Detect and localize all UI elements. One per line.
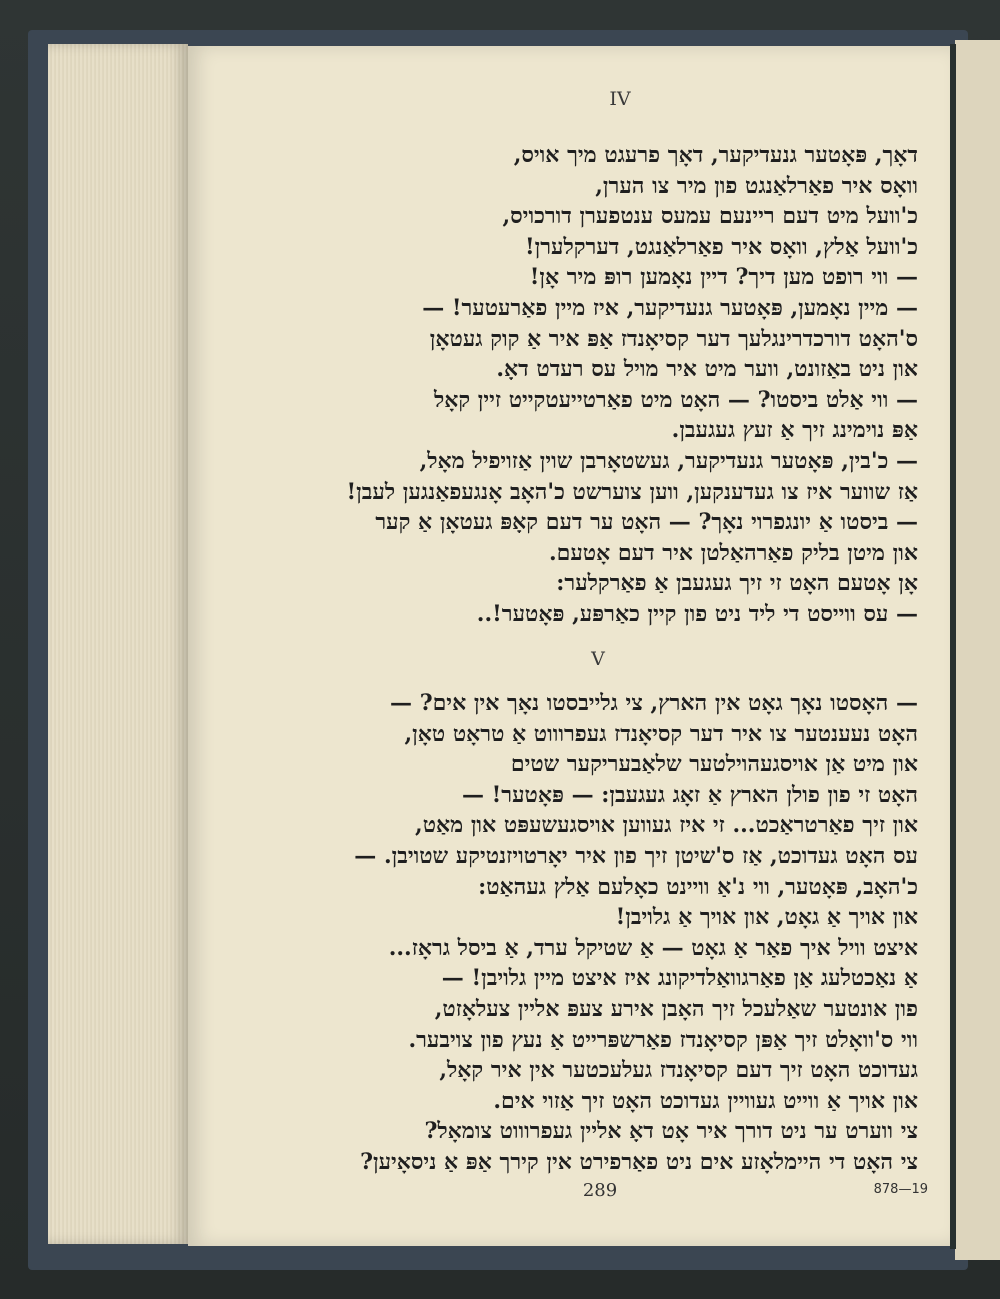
poem-line: כ'האָב, פּאָטער, ווי נ'אַ וויינט כאָלעם אַלץ געהאַט: (478, 873, 918, 900)
poem-line: געדוכט האָט זיך דעם קסיאָנדז געלעכטער אין איר קאָל, (439, 1057, 918, 1084)
poem-line: און זיך פאַרטראַכט... זי איז געווען אויסגעשעפּט און מאַט, (415, 812, 918, 839)
poem-line: וואָס איר פאַרלאַנגט פון מיר צו הערן, (595, 172, 918, 199)
poem-line: אַפּ נוימינג זיך אַ זעץ געגעבן. (671, 417, 918, 444)
poem-line: — ווי אַלט ביסטו? — האָט מיט פאַרטייעטקייט זיין קאָל (433, 386, 918, 413)
poem-line: עס האָט געדוכט, אַז ס'שיטן זיך פון איר יאָרטויזנטיקע שטויבן. — (354, 842, 918, 869)
poem-line: און אויך אַ גאָט, און אויך אַ גלויבן! (615, 904, 918, 931)
poem-line: — ביסטו אַ יונגפרוי נאָך? — האָט ער דעם קאָפּ געטאָן אַ קער (375, 509, 918, 536)
poem-line: און אויך אַ ווייט געוויין געדוכט האָט זיך אַזוי אים. (493, 1087, 918, 1114)
poem-line: — כ'בין, פּאָטער גנעדיקער, געשטאָרבן שוין אַזויפיל מאָל, (419, 447, 918, 474)
poem-section-v (228, 688, 918, 1178)
section-number-v: V (591, 648, 605, 670)
poem-line: כ'וועל מיט דעם ריינעם עמעס ענטפערן דורכויס, (502, 203, 918, 230)
poem-line: דאָך, פּאָטער גנעדיקער, דאָך פרעגט מיך אויס, (513, 142, 918, 168)
poem-line: צי ווערט ער ניט דורך איר אָט דאָ אליין געפרוווט צומאָל? (424, 1118, 918, 1145)
poem-line: — ווי רופט מען דיך? דיין נאָמען רופּ מיר אָן! (529, 264, 918, 291)
section-number-iv: IV (609, 88, 631, 110)
poem-line: האָט זי פון פולן הארץ אַ זאָג געגעבן: — פּאָטער! — (461, 781, 918, 808)
poem-line: און ניט באַזונט, ווער מיט איר מויל עס רעדט דאָ. (496, 356, 918, 383)
poem-line: — מיין נאָמען, פּאָטער גנעדיקער, איז מיין פאַרעטער! — (422, 294, 918, 321)
poem-line: אָן אָטעם האָט זי זיך געגעבן אַ פאַרקלער: (556, 570, 918, 597)
poem-line: צי האָט די היימלאָזע אים ניט פאַרפירט אין קירך אַפּ אַ ניסאָיען? (360, 1148, 918, 1175)
poem-line: אַז שווער איז צו געדענקען, ווען צוערשט כ'האָב אָנגעפאַנגען לעבן! (346, 478, 918, 505)
poem-line: איצט וויל איך פאַר אַ גאָט — אַ שטיקל ערד, אַ ביסל גראָז... (388, 934, 918, 961)
page-edges (48, 44, 188, 1244)
poem-line: — האָסטו נאָך גאָט אין הארץ, צי גלייבסטו נאָך אין אים? — (390, 690, 918, 716)
poem-line: ס'האָט דורכדרינגלעך דער קסיאָנדז אַפּ איר אַ קוק געטאָן (429, 325, 918, 352)
poem-line: פון אונטער שאַלעכל זיך האָבן אירע צעפּ אליין צעלאָזט, (434, 995, 918, 1022)
book-gutter (950, 44, 956, 1249)
poem-line: ווי ס'וואָלט זיך אַפּן קסיאָנדז פאַרשפּרייט אַ נעץ פון צויבער. (408, 1026, 918, 1053)
next-page-edge (955, 40, 1000, 1260)
poem-line: האָט נעענטער צו איר דער קסיאָנדז געפרוווט אַ טראָט טאָן, (404, 720, 918, 747)
poem-line: און מיטן בליק פאַרהאַלטן איר דעם אָטעם. (548, 539, 918, 566)
poem-section-iv (228, 140, 918, 630)
page-number: 289 (582, 1180, 618, 1201)
printer-signature: 878—19 (873, 1182, 928, 1197)
poem-line: כ'וועל אַלץ, וואָס איר פאַרלאַנגט, דערקלערן! (524, 233, 918, 260)
poem-line: — עס ווייסט די ליד ניט פון קיין כאַרפּע, פּאָטער!.. (476, 600, 918, 627)
poem-line: און מיט אַן אויסגעהוילטער שלאַבעריקער שטים (510, 751, 918, 778)
poem-line: אַ נאַכטלעג אַן פאַרגוואַלדיקונג איז איצט מיין גלויבן! — (441, 965, 918, 992)
